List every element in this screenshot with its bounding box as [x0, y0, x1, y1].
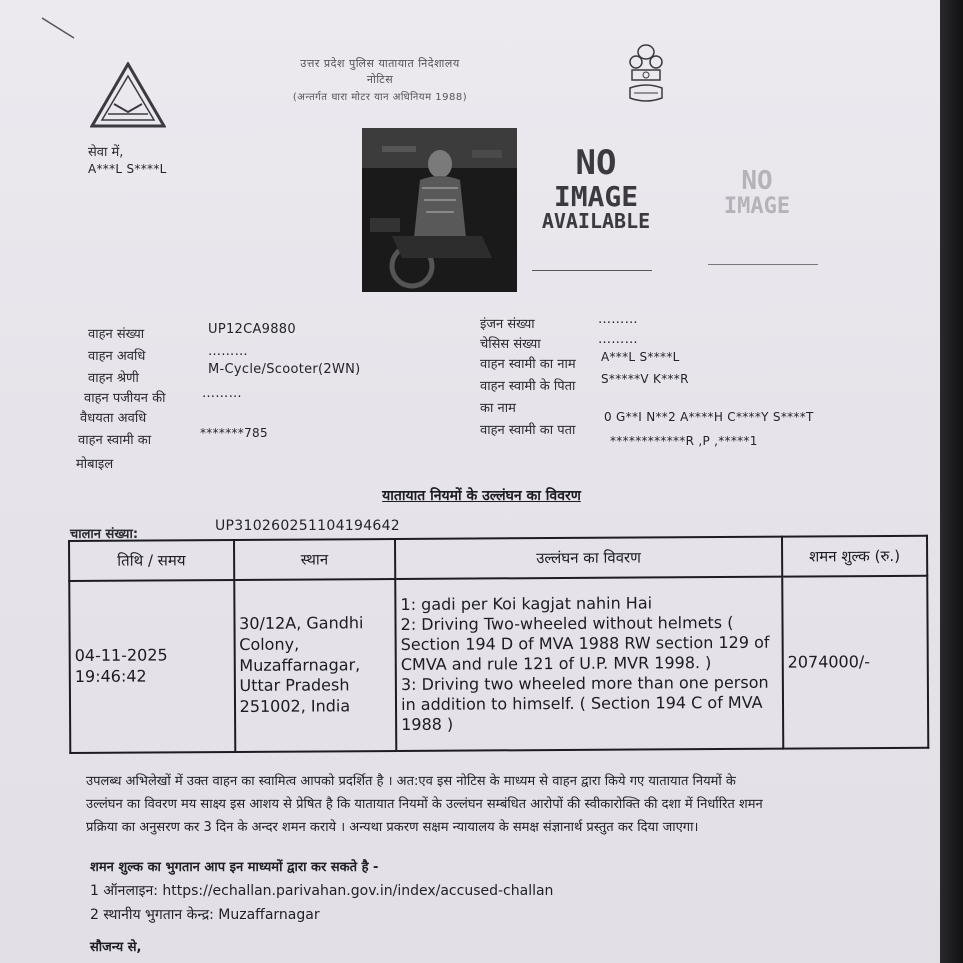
notice-paragraph-line-1: उपलब्ध अभिलेखों में उक्त वाहन का स्वामित्व आपको प्रदर्शित है । अत:एव इस नोटिस के माध्यम से वाहन द्वारा किये गए यातायात नियमों के	[86, 774, 736, 789]
violation-time: 19:46:42	[74, 666, 147, 686]
location-line: Muzaffarnagar,	[239, 654, 361, 675]
address-line-1: 0 G**I N**2 A****H C****Y S****T	[604, 410, 814, 424]
reg-number-value: UP12CA9880	[208, 322, 296, 337]
table-header-row	[69, 536, 927, 581]
no-image-faded-line-1: NO	[741, 166, 773, 196]
pen-mark	[40, 14, 80, 44]
background-edge	[940, 0, 963, 963]
father-name-value: S*****V K***R	[601, 372, 689, 386]
location-line: 251002, India	[239, 696, 351, 717]
owner-name-label: वाहन स्वामी का नाम	[480, 357, 576, 372]
location-line: 30/12A, Gandhi	[239, 613, 364, 633]
fine-amount: 2074000/-	[787, 651, 871, 672]
father-name-label-2: का नाम	[480, 401, 516, 416]
owner-name-value: A***L S****L	[601, 350, 680, 364]
address-line-2: ************R ,P ,*****1	[610, 434, 758, 448]
no-image-placeholder	[540, 143, 652, 234]
recipient-name: A***L S****L	[88, 162, 167, 176]
courtesy-text: सौजन्य से,	[90, 940, 142, 955]
registration-validity-label-1: वाहन पजीयन की	[84, 391, 166, 406]
online-payment-link[interactable]: 1 ऑनलाइन: https://echallan.parivahan.gov.in/index/accused-challan	[90, 883, 554, 899]
notice-paragraph	[86, 770, 936, 839]
state-emblem-icon	[624, 42, 668, 106]
header-location: स्थान	[234, 539, 396, 580]
challan-number-label: चालान संख्या:	[70, 527, 139, 542]
reg-number-label: वाहन संख्या	[88, 327, 145, 342]
cell-location	[234, 579, 397, 752]
vehicle-category-value: M-Cycle/Scooter(2WN)	[208, 362, 361, 377]
traffic-police-logo	[90, 62, 166, 130]
owner-mobile-label-2: मोबाइल	[76, 457, 114, 472]
header-fine-amount: शमन शुल्क (रु.)	[782, 536, 927, 577]
no-image-faded	[702, 168, 812, 218]
owner-mobile-value: *******785	[200, 426, 268, 440]
payment-heading: शमन शुल्क का भुगतान आप इन माध्यमों द्वारा कर सकते है -	[90, 860, 379, 875]
vehicle-age-value: ………	[208, 344, 248, 359]
recipient-greeting: सेवा में,	[88, 145, 124, 160]
divider-faded	[708, 264, 818, 265]
vehicle-photo	[362, 128, 517, 292]
challan-number-value: UP310260251104194642	[215, 518, 401, 534]
vehicle-age-label: वाहन अवधि	[88, 349, 146, 364]
chassis-value: ………	[598, 332, 638, 347]
violation-item: 1: gadi per Koi kagjat nahin Hai	[400, 593, 653, 614]
notice-paragraph-line-3: प्रक्रिया का अनुसरण कर 3 दिन के अन्दर शमन कराये । अन्यथा प्रकरण सक्षम न्यायालय के समक्ष संज्ञानार्थ प्रस्तुत कर दिया जाएगा।	[86, 820, 699, 835]
rider-photo-graphic	[362, 128, 517, 292]
no-image-line-1: NO	[575, 143, 617, 183]
chassis-label: चेसिस संख्या	[480, 337, 541, 352]
header-violation-details: उल्लंघन का विवरण	[395, 537, 782, 579]
header-line-1: उत्तर प्रदेश पुलिस यातायात निदेशालय	[300, 57, 460, 70]
owner-mobile-label-1: वाहन स्वामी का	[78, 433, 152, 448]
vehicle-category-label: वाहन श्रेणी	[88, 371, 139, 386]
father-name-label-1: वाहन स्वामी के पिता	[480, 379, 576, 394]
registration-validity-value: ………	[202, 386, 242, 401]
table-row	[69, 576, 928, 753]
violations-table	[68, 535, 929, 754]
no-image-faded-line-2: IMAGE	[723, 194, 791, 220]
violation-item: 3: Driving two wheeled more than one person in addition to himself. ( Section 194 C of MVA 1988 )	[400, 672, 769, 734]
cell-fine	[782, 576, 928, 749]
notice-paragraph-line-2: उल्लंघन का विवरण मय साक्ष्य इस आशय से प्रेषित है कि यातायात नियमों के उल्लंघन सम्बंधित आरोपों की स्वीकारोक्ति की दशा में निर्धारित शमन	[86, 797, 763, 812]
violation-item: 2: Driving Two-wheeled without helmets ( Section 194 D of MVA 1988 RW section 129 of CMVA and rule 121 of U.P. MVR 1998. )	[400, 612, 770, 674]
registration-validity-label-2: वैधयता अवधि	[80, 411, 147, 426]
header-line-2: नोटिस	[366, 73, 394, 86]
header-date-time: तिथि / समय	[69, 540, 234, 581]
no-image-line-2: IMAGE	[553, 179, 639, 213]
no-image-line-3: AVAILABLE	[541, 209, 651, 234]
divider	[532, 270, 652, 271]
section-title: यातायात नियमों के उल्लंघन का विवरण	[382, 488, 581, 504]
cell-date-time	[69, 580, 235, 753]
header-line-3: (अन्तर्गत धारा मोटर यान अधिनियम 1988)	[292, 92, 468, 103]
location-line: Colony,	[239, 634, 300, 654]
engine-value: ………	[598, 312, 638, 327]
location-line: Uttar Pradesh	[239, 675, 350, 696]
cell-violation-details	[395, 577, 783, 751]
address-label: वाहन स्वामी का पता	[480, 423, 576, 438]
engine-label: इंजन संख्या	[480, 317, 535, 332]
violation-date: 04-11-2025	[74, 645, 168, 666]
local-payment-centre: 2 स्थानीय भुगतान केन्द्र: Muzaffarnagar	[90, 907, 320, 923]
